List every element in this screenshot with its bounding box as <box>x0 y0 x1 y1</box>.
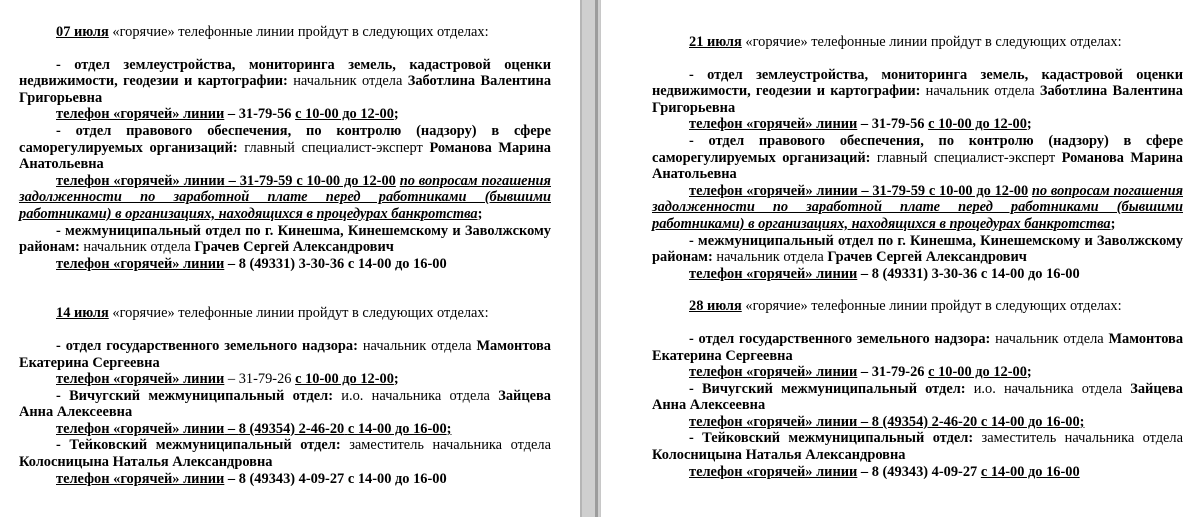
phone-line-zem: телефон «горячей» линии – 31-79-56 с 10-00 до 12-00; <box>56 106 399 123</box>
entry-dept-kin: - межмуниципальный отдел по г. Кинешма, Кинешемскому и Заволжскому районам: начальник отдела Грачев Сергей Александрович <box>19 222 551 256</box>
entry-dept-gos: - отдел государственного земельного надзора: начальник отдела Мамонтова Екатерина Сергеевна <box>19 337 551 371</box>
entry-dept-teik-2: - Тейковский межмуниципальный отдел: заместитель начальника отдела Колосницына Наталья Александровна <box>652 430 1183 464</box>
phone-line-prav: телефон «горячей» линии – 31-79-59 с 10-00 до 12-00 по вопросам погашения задолженности по заработной плате перед работниками (бывшими работниками) в организациях, находящихся в процедурах банкротства; <box>19 172 551 222</box>
entry-dept-teik: - Тейковский межмуниципальный отдел: заместитель начальника отдела Колосницына Наталья Александровна <box>19 437 551 471</box>
phone-line-teik-2: телефон «горячей» линии – 8 (49343) 4-09-27 с 14-00 до 16-00 <box>689 463 1080 480</box>
phone-line-vich: телефон «горячей» линии – 8 (49354) 2-46-20 с 14-00 до 16-00; <box>56 420 452 437</box>
entry-dept-gos-2: - отдел государственного земельного надзора: начальник отдела Мамонтова Екатерина Сергеевна <box>652 330 1184 364</box>
document-page-right <box>600 0 1200 517</box>
entry-dept-zem-2: - отдел землеустройства, мониторинга земель, кадастровой оценки недвижимости, геодезии и картографии: начальник отдела Заботлина Валентина Григорьевна <box>652 66 1183 116</box>
phone-line-kin: телефон «горячей» линии – 8 (49331) 3-30-36 с 14-00 до 16-00 <box>56 255 447 272</box>
entry-dept-vich: - Вичугский межмуниципальный отдел: и.о. начальника отдела Зайцева Анна Алексеевна <box>19 387 551 421</box>
entry-dept-kin-2: - межмуниципальный отдел по г. Кинешма, Кинешемскому и Заволжскому районам: начальник отдела Грачев Сергей Александрович <box>652 232 1183 266</box>
section-heading-14-july: 14 июля «горячие» телефонные линии пройдут в следующих отделах: <box>56 305 489 322</box>
phone-line-kin-2: телефон «горячей» линии – 8 (49331) 3-30-36 с 14-00 до 16-00 <box>689 265 1080 282</box>
entry-dept-prav-2: - отдел правового обеспечения, по контролю (надзору) в сфере саморегулируемых организаций: главный специалист-эксперт Романова Марина Анатольевна <box>652 132 1183 183</box>
phone-line-prav-2: телефон «горячей» линии – 31-79-59 с 10-00 до 12-00 по вопросам погашения задолженности по заработной плате перед работниками (бывшими работниками) в организациях, находящихся в процедурах банкротства; <box>652 182 1184 232</box>
phone-line-zem-2: телефон «горячей» линии – 31-79-56 с 10-00 до 12-00; <box>689 116 1032 133</box>
phone-line-vich-2: телефон «горячей» линии – 8 (49354) 2-46-20 с 14-00 до 16-00; <box>689 413 1085 430</box>
phone-line-gos-2: телефон «горячей» линии – 31-79-26 с 10-00 до 12-00; <box>689 364 1032 381</box>
section-heading-28-july: 28 июля «горячие» телефонные линии пройдут в следующих отделах: <box>689 298 1122 315</box>
page-gap <box>580 0 600 517</box>
document-page-left <box>0 0 580 517</box>
entry-dept-zem: - отдел землеустройства, мониторинга земель, кадастровой оценки недвижимости, геодезии и картографии: начальник отдела Заботлина Валентина Григорьевна <box>19 56 552 106</box>
phone-line-teik: телефон «горячей» линии – 8 (49343) 4-09-27 с 14-00 до 16-00 <box>56 470 447 487</box>
section-heading-21-july: 21 июля «горячие» телефонные линии пройдут в следующих отделах: <box>689 34 1122 50</box>
entry-dept-prav: - отдел правового обеспечения, по контролю (надзору) в сфере саморегулируемых организаций: главный специалист-эксперт Романова Марина Анатольевна <box>19 122 551 173</box>
section-heading-07-july: 07 июля «горячие» телефонные линии пройдут в следующих отделах: <box>56 24 489 40</box>
phone-line-gos: телефон «горячей» линии – 31-79-26 с 10-00 до 12-00; <box>56 371 399 388</box>
entry-dept-vich-2: - Вичугский межмуниципальный отдел: и.о. начальника отдела Зайцева Анна Алексеевна <box>652 380 1183 414</box>
